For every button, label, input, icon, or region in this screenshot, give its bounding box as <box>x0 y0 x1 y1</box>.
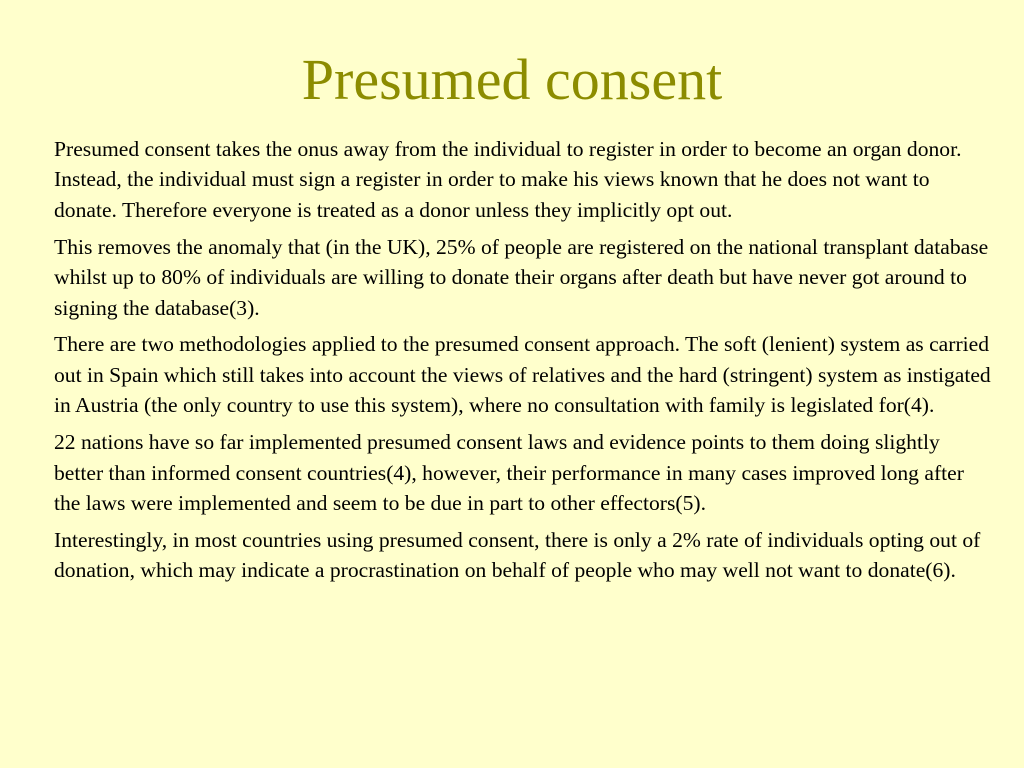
slide-body <box>54 134 992 592</box>
paragraph-anomaly: This removes the anomaly that (in the UK), 25% of people are registered on the national transplant database whilst up to 80% of individuals are willing to donate their organs after death but have never got around to signing the database(3). <box>54 234 989 320</box>
paragraph-nations: 22 nations have so far implemented presumed consent laws and evidence points to them doing slightly better than informed consent countries(4), however, their performance in many cases improved long after the laws were implemented and seem to be due in part to other effectors(5). <box>54 430 964 515</box>
paragraph-onus: Presumed consent takes the onus away from the individual to register in order to become an organ donor. Instead, the individual must sign a register in order to make his views known that he does not want to donate. Therefore everyone is treated as a donor unless they implicitly opt out. <box>54 137 962 222</box>
slide-title: Presumed consent <box>301 47 723 112</box>
paragraph-opt-out-rate: Interestingly, in most countries using presumed consent, there is only a 2% rate of individuals opting out of donation, which may indicate a procrastination on behalf of people who may well not want to donate(6). <box>54 527 981 583</box>
paragraph-methodologies: There are two methodologies applied to the presumed consent approach. The soft (lenient) system as carried out in Spain which still takes into account the views of relatives and the hard (stringent) system as instigated in Austria (the only country to use this system), where no consultation with family is legislated for(4). <box>54 332 991 418</box>
